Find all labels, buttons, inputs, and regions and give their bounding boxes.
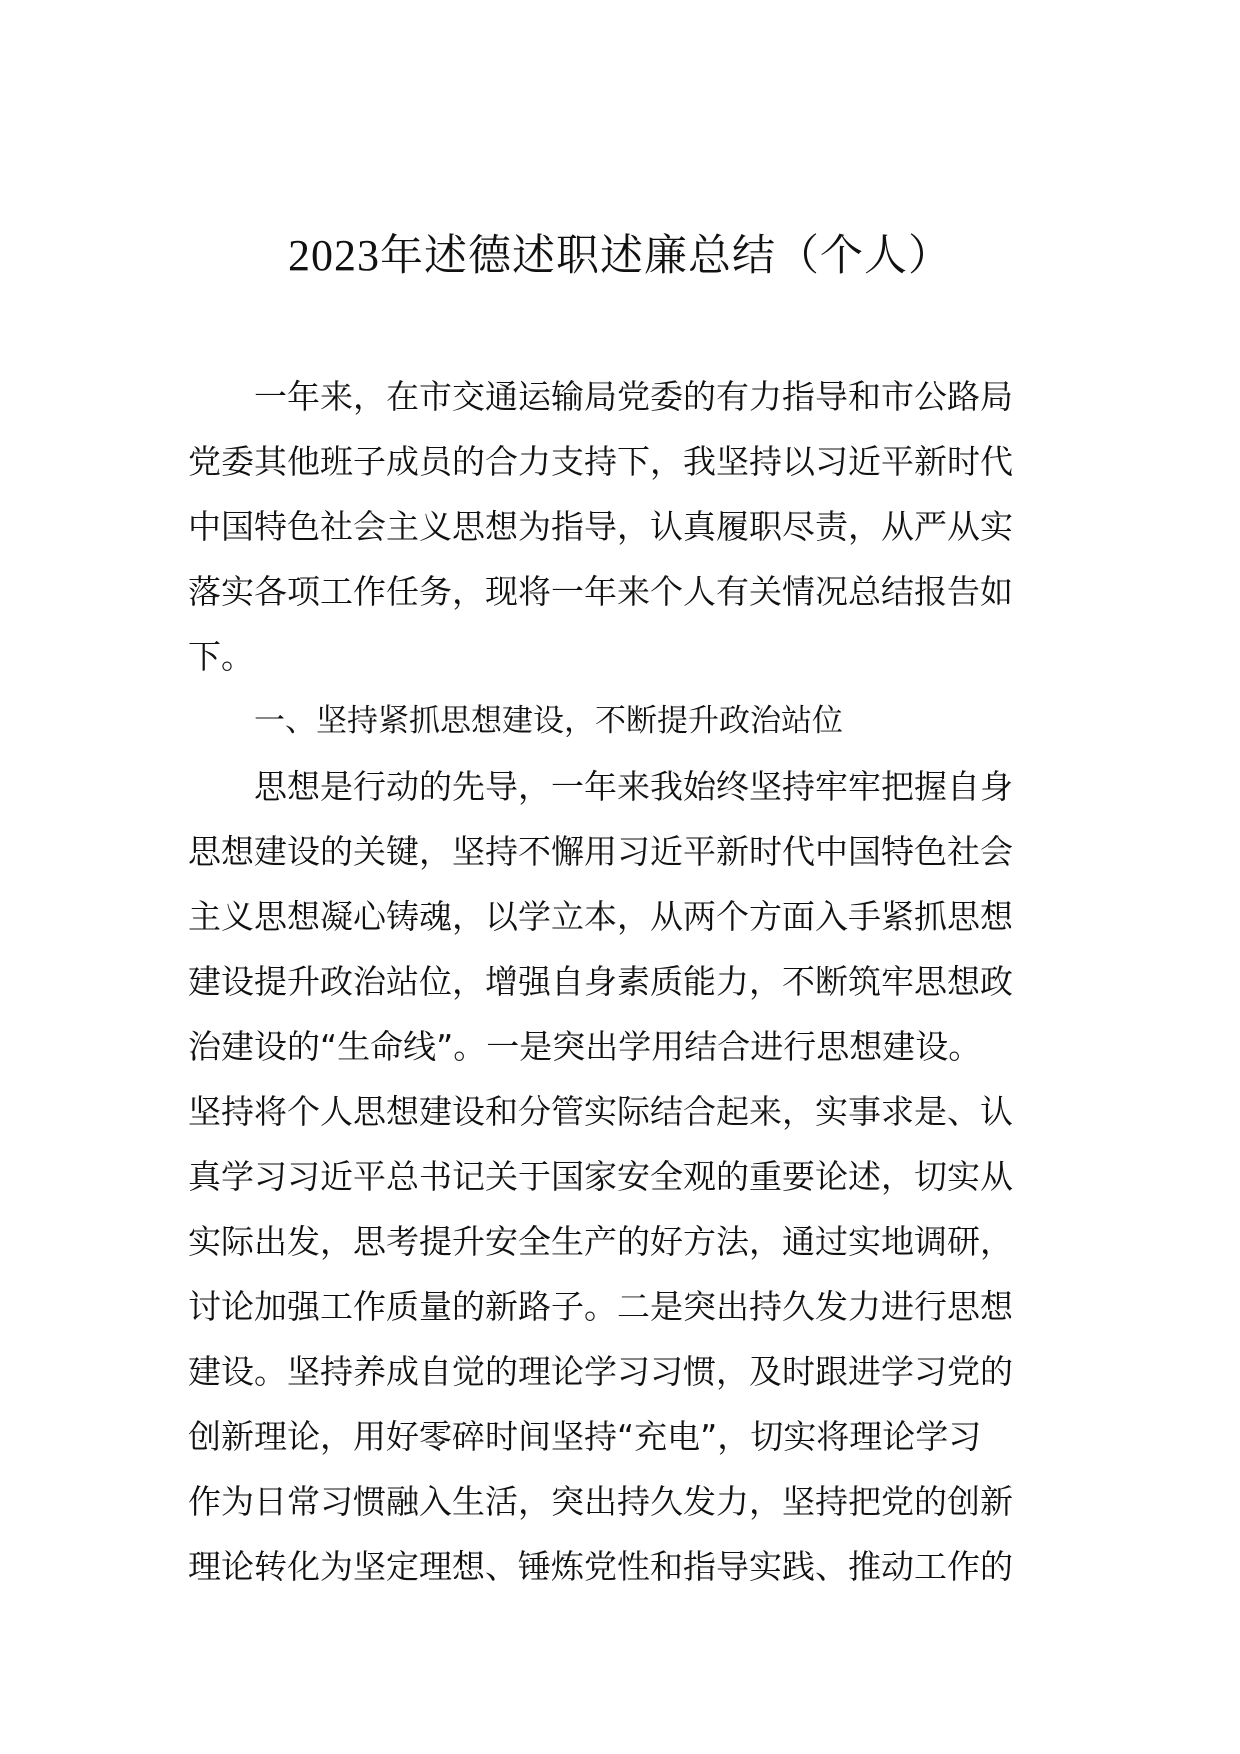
document-body xyxy=(188,364,1054,1599)
paragraph-line: 建设提升政治站位，增强自身素质能力，不断筑牢思想政 xyxy=(188,962,1013,1001)
paragraph-line: 思想是行动的先导，一年来我始终坚持牢牢把握自身 xyxy=(254,767,1013,806)
paragraph-line: 实际出发，思考提升安全生产的好方法，通过实地调研， xyxy=(188,1222,1013,1261)
paragraph-line: 讨论加强工作质量的新路子。二是突出持久发力进行思想 xyxy=(188,1287,1013,1326)
paragraph-line: 建设。坚持养成自觉的理论学习习惯，及时跟进学习党的 xyxy=(188,1352,1013,1391)
paragraph-line: 主义思想凝心铸魂，以学立本，从两个方面入手紧抓思想 xyxy=(188,897,1013,936)
paragraph xyxy=(188,364,1054,689)
paragraph-line: 作为日常习惯融入生活，突出持久发力，坚持把党的创新 xyxy=(188,1482,1013,1521)
paragraph-line: 落实各项工作任务，现将一年来个人有关情况总结报告如 xyxy=(188,572,1013,611)
paragraph-line: 中国特色社会主义思想为指导，认真履职尽责，从严从实 xyxy=(188,507,1013,546)
paragraph-line: 坚持将个人思想建设和分管实际结合起来，实事求是、认 xyxy=(188,1092,1013,1131)
document-title xyxy=(0,228,1240,284)
paragraph-line: 一年来，在市交通运输局党委的有力指导和市公路局 xyxy=(254,377,1013,416)
paragraph xyxy=(188,754,1054,1599)
paragraph-line: 理论转化为坚定理想、锤炼党性和指导实践、推动工作的 xyxy=(188,1547,1013,1586)
paragraph-line: 下。 xyxy=(188,637,254,676)
title-text: 年述德述职述廉总结（个人） xyxy=(380,231,952,281)
section-heading xyxy=(188,689,1054,754)
heading-line: 一、坚持紧抓思想建设，不断提升政治站位 xyxy=(254,703,843,739)
title-year: 2023 xyxy=(288,231,380,280)
paragraph-line: 思想建设的关键，坚持不懈用习近平新时代中国特色社会 xyxy=(188,832,1013,871)
paragraph-line: 治建设的“生命线”。一是突出学用结合进行思想建设。 xyxy=(188,1027,982,1066)
paragraph-line: 真学习习近平总书记关于国家安全观的重要论述，切实从 xyxy=(188,1157,1013,1196)
paragraph-line: 创新理论，用好零碎时间坚持“充电”，切实将理论学习 xyxy=(188,1417,982,1456)
paragraph-line: 党委其他班子成员的合力支持下，我坚持以习近平新时代 xyxy=(188,442,1013,481)
